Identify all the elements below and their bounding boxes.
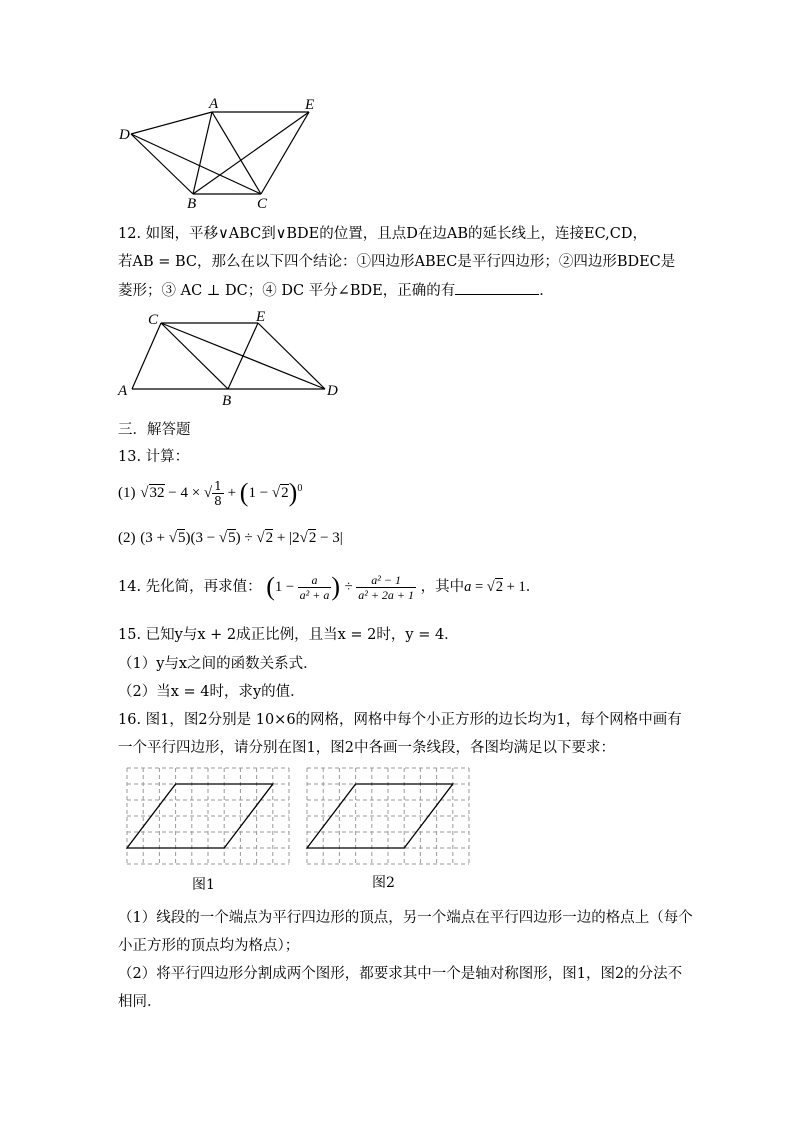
q12-line3 — [118, 279, 554, 300]
q13-part1: (1) √32 − 4 × √ $\frac{1}{8}$ + $(1 - √2)^0$ — [118, 478, 303, 508]
q12-line3-text: 菱形；③ AC ⊥ DC；④ DC 平分∠BDE，正确的有 — [118, 283, 456, 299]
label-A: A — [118, 383, 128, 399]
caption-fig1: 图1 — [192, 877, 215, 893]
q16-req1-b: 小正方形的顶点均为格点）； — [118, 938, 300, 954]
q14-line: 14. 先化简，再求值： (1 − $\frac{a}{\text{a² + a}}$ ) ÷ $\frac{\text{a² − 1}}{\text{a² + 2a + 1}}$ ，其中a = √2 + 1． — [118, 572, 541, 602]
q12-line2: 若AB = BC，那么在以下四个结论：①四边形ABEC是平行四边形；②四边形BDEC是 — [118, 254, 676, 270]
q15-line1: 15. 已知y与x + 2成正比例，且当x = 2时，y = 4． — [118, 627, 459, 643]
label-B: B — [222, 393, 232, 409]
seg-DB — [131, 134, 193, 194]
label-A: A — [209, 96, 219, 112]
label-C: C — [257, 196, 268, 212]
figure-top-geometry — [115, 92, 345, 212]
section-title: 三．解答题 — [118, 422, 191, 438]
seg-CE — [261, 112, 309, 194]
q14-end: ． — [525, 579, 541, 595]
q14-cond: ，其中 — [420, 579, 465, 595]
figure-q12-geometry — [115, 305, 355, 410]
q16-line2: 一个平行四边形，请分别在图1，图2中各画一条线段，各图均满足以下要求： — [118, 740, 615, 756]
seg-BE — [228, 323, 258, 389]
q15-sub1: （1）y与x之间的函数关系式． — [118, 656, 318, 672]
q16-req2-b: 相同． — [118, 994, 162, 1010]
q15-sub2: （2）当x = 4时，求y的值． — [118, 684, 305, 700]
label-E: E — [305, 97, 315, 113]
q13-part1-label: (1) — [118, 485, 136, 501]
q14-prefix: 14. 先化简，再求值： — [118, 579, 262, 595]
label-D: D — [119, 127, 130, 143]
seg-DA — [131, 112, 212, 134]
seg-AC — [212, 112, 261, 194]
seg-ED — [258, 323, 325, 389]
q12-line3-end: ． — [539, 283, 554, 299]
q13-part2: (2) (3 + √5)(3 − √5) ÷ √2 + |2√2 − 3| — [118, 530, 343, 546]
label-E: E — [256, 309, 266, 325]
label-C: C — [148, 312, 159, 328]
q13-title: 13. 计算： — [118, 449, 190, 465]
grid-figure-2 — [306, 767, 470, 865]
q12-line1: 12. 如图，平移∨ABC到∨BDE的位置，且点D在边AB的延长线上，连接EC,CD， — [118, 226, 647, 242]
seg-AB — [193, 112, 212, 194]
q16-line1: 16. 图1，图2分别是 10×6的网格，网格中每个小正方形的边长均为1，每个网格中画有 — [118, 712, 682, 728]
seg-AC — [132, 323, 161, 389]
seg-CB — [161, 323, 228, 389]
answer-blank[interactable] — [455, 282, 539, 295]
seg-DC — [131, 134, 261, 194]
grid-figure-1 — [126, 767, 290, 865]
seg-BE — [193, 112, 309, 194]
label-D: D — [327, 383, 338, 399]
caption-fig2: 图2 — [372, 875, 395, 891]
label-B: B — [187, 196, 197, 212]
q16-req1-a: （1）线段的一个端点为平行四边形的顶点，另一个端点在平行四边形一边的格点上（每个 — [118, 910, 693, 926]
q16-req2-a: （2）将平行四边形分割成两个图形，都要求其中一个是轴对称图形，图1，图2的分法不 — [118, 966, 683, 982]
q13-part2-label: (2) — [118, 530, 136, 546]
